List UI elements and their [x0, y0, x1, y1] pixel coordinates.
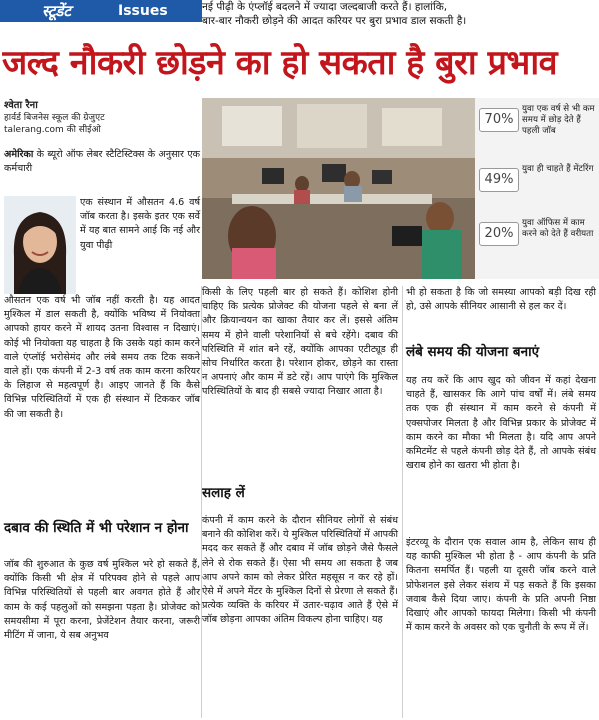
- office-photo-image: [202, 98, 475, 279]
- lead-text: के ब्यूरो ऑफ लेबर स्टैटिस्टिक्स के अनुसार एक कर्मचारी: [4, 149, 200, 175]
- byline: [4, 100, 200, 136]
- masthead-badge: [0, 0, 202, 22]
- col3-body: भी हो सकता है कि जो समस्या आपको बड़ी दिख रही हो, उसे आपके सीनियर आसानी से हल कर दें।: [406, 287, 596, 313]
- column-divider: [402, 286, 403, 718]
- col2-body-2: कंपनी में काम करने के दौरान सीनियर लोगों से संबंध बनाने की कोशिश करें। ये मुश्किल परिस्थितियों में आपकी मदद कर सकते हैं और दबाव में जॉब छोड़ने जैसे फैसले लेने से रोक सकते हैं। ऐसा भी समय आ सकता है जब आप अपने काम को लेकर प्रेरित महसूस न कर रहे हों। ऐसे में अपने मेंटर के मुश्किल दिनों से प्रेरणा ले सकते हैं। प्रत्येक व्यक्ति के करियर में उतार-चढ़ाव आते हैं ऐसे में जॉब छोड़ना आपका अंतिम विकल्प होना चाहिए। यह: [202, 515, 398, 626]
- subhead-pressure: दबाव की स्थिति में भी परेशान न होना: [4, 520, 189, 536]
- author-role: हार्वर्ड बिजनेस स्कूल की ग्रेजुएट: [4, 113, 105, 123]
- stats-panel: [475, 98, 599, 279]
- stat-percent: 20%: [479, 222, 519, 246]
- col2-body: किसी के लिए पहली बार हो सकते हैं। कोशिश होनी चाहिए कि प्रत्येक प्रोजेक्ट की योजना पहले से बना लें और क्रियान्वयन का खाका तैयार कर लें। इससे अंतिम समय में होने वाली परेशानियों से बचे रहेंगे। दबाव की परिस्थिति में शांत बने रहें, क्योंकि आपका एटीट्यूड ही सोच निर्धारित करता है। परेशान होकर, छोड़ने का रास्ता न अपनाएं और काम में डटे रहें। आप पाएंगे कि मुश्किल परिस्थितियों के बाद ही सबसे ज्यादा निखार आता है।: [202, 287, 398, 398]
- stat-item: [479, 218, 597, 264]
- author-site: talerang.com की सीईओ: [4, 125, 101, 135]
- stat-item: [479, 104, 597, 150]
- col3-body-2: यह तय करें कि आप खुद को जीवन में कहां देखना चाहते हैं, खासकर कि आगे पांच वर्षों में। लंबे समय तक एक ही संस्थान में काम करने से कंपनी में एक्सपोजर मिलता है और विभिन्न प्रकार के प्रोजेक्ट में काम करने का मौका भी मिलता है। यदि आप अपने कमिटमेंट से पहले कंपनी छोड़ देते हैं, तो आपके संबंध खराब होने का खतरा भी होता है।: [406, 375, 596, 472]
- headline: जल्द नौकरी छोड़ने का हो सकता है बुरा प्रभाव: [2, 43, 558, 83]
- subhead-advice: सलाह लें: [202, 485, 245, 501]
- subhead-long-term: लंबे समय की योजना बनाएं: [406, 344, 540, 360]
- author-name: श्वेता रैना: [4, 100, 38, 111]
- intro-line-2: बार-बार नौकरी छोड़ने की आदत करियर पर बुरा प्रभाव डाल सकती है।: [202, 15, 467, 27]
- stat-text: युवा ही चाहते हैं मेंटरिंग: [522, 164, 594, 174]
- col1-lead: [4, 148, 200, 176]
- col1-body-2: जॉब की शुरुआत के कुछ वर्ष मुश्किल भरे हो सकते हैं, क्योंकि किसी भी क्षेत्र में परिपक्व होने से पहले आप विभिन्न परिस्थितियों से पहली बार अवगत होते हैं और काम के कई पहलुओं को समझना पड़ता है। प्रोजेक्ट को समयसीमा में पूरा करना, प्रेजेंटेशन तैयार करना, जरूरी मीटिंग में जाना, ये सब अनुभव: [4, 559, 200, 642]
- portrait-image: [4, 196, 76, 294]
- col3-body-3: इंटरव्यू के दौरान एक सवाल आम है, लेकिन साथ ही यह काफी मुश्किल भी होता है - आप कंपनी के प्रति कितना समर्पित हैं। पहली या दूसरी जॉब करने वाले प्रोफेशनल इसे लेकर संशय में पड़ सकते हैं कि इसका जवाब कैसे दिया जाए। कंपनी के प्रति अपनी निष्ठा दिखाएं और आपको फायदा मिलेगा। किसी भी कंपनी में काम करने के अवसर को एक चुनौती के रूप में लें।: [406, 537, 596, 634]
- intro-line-1: नई पीढ़ी के एंप्लॉई बदलने में ज्यादा जल्दबाजी करते हैं। हालांकि,: [202, 1, 448, 13]
- col1-side-text: एक संस्थान में औसतन 4.6 वर्ष जॉब करता है। इसके इतर एक सर्वे में यह बात सामने आई कि नई और युवा पीढ़ी: [80, 197, 200, 251]
- stat-percent: 70%: [479, 108, 519, 132]
- stat-item: [479, 164, 597, 210]
- author-portrait: [4, 196, 76, 294]
- office-photo: [202, 98, 475, 279]
- stat-percent: 49%: [479, 168, 519, 192]
- stat-text: युवा ऑफिस में काम करने को देते हैं वरीयता: [522, 218, 594, 239]
- stat-text: युवा एक वर्ष से भी कम समय में छोड़ देते हैं पहली जॉब: [522, 104, 595, 136]
- col1-body: औसतन एक वर्ष भी जॉब नहीं करती है। यह आदत मुश्किल में डाल सकती है, क्योंकि भविष्य में नियोक्ता आपको हायर करने में शायद उतना विश्वास न दिखाएं। कोई भी नियोक्ता यह चाहता है कि उसके यहां काम करने वाले एंप्लॉई भरोसेमंद और लंबे समय तक टिक सकने वाले हों। एक कंपनी में 2-3 वर्ष तक काम करना करियर के लिहाज से महत्वपूर्ण है। आइए जानते हैं कि कैसे विभिन्न परिस्थितियों में एक ही संस्थान में टिककर जॉब की जा सकती है।: [4, 295, 200, 420]
- lead-word: अमेरिका: [4, 149, 34, 160]
- column-divider: [201, 286, 202, 718]
- section-label: Issues: [118, 3, 168, 19]
- top-strip: [0, 0, 599, 42]
- brand-logo: स्टूडेंट: [42, 2, 71, 20]
- intro-text: [202, 0, 597, 28]
